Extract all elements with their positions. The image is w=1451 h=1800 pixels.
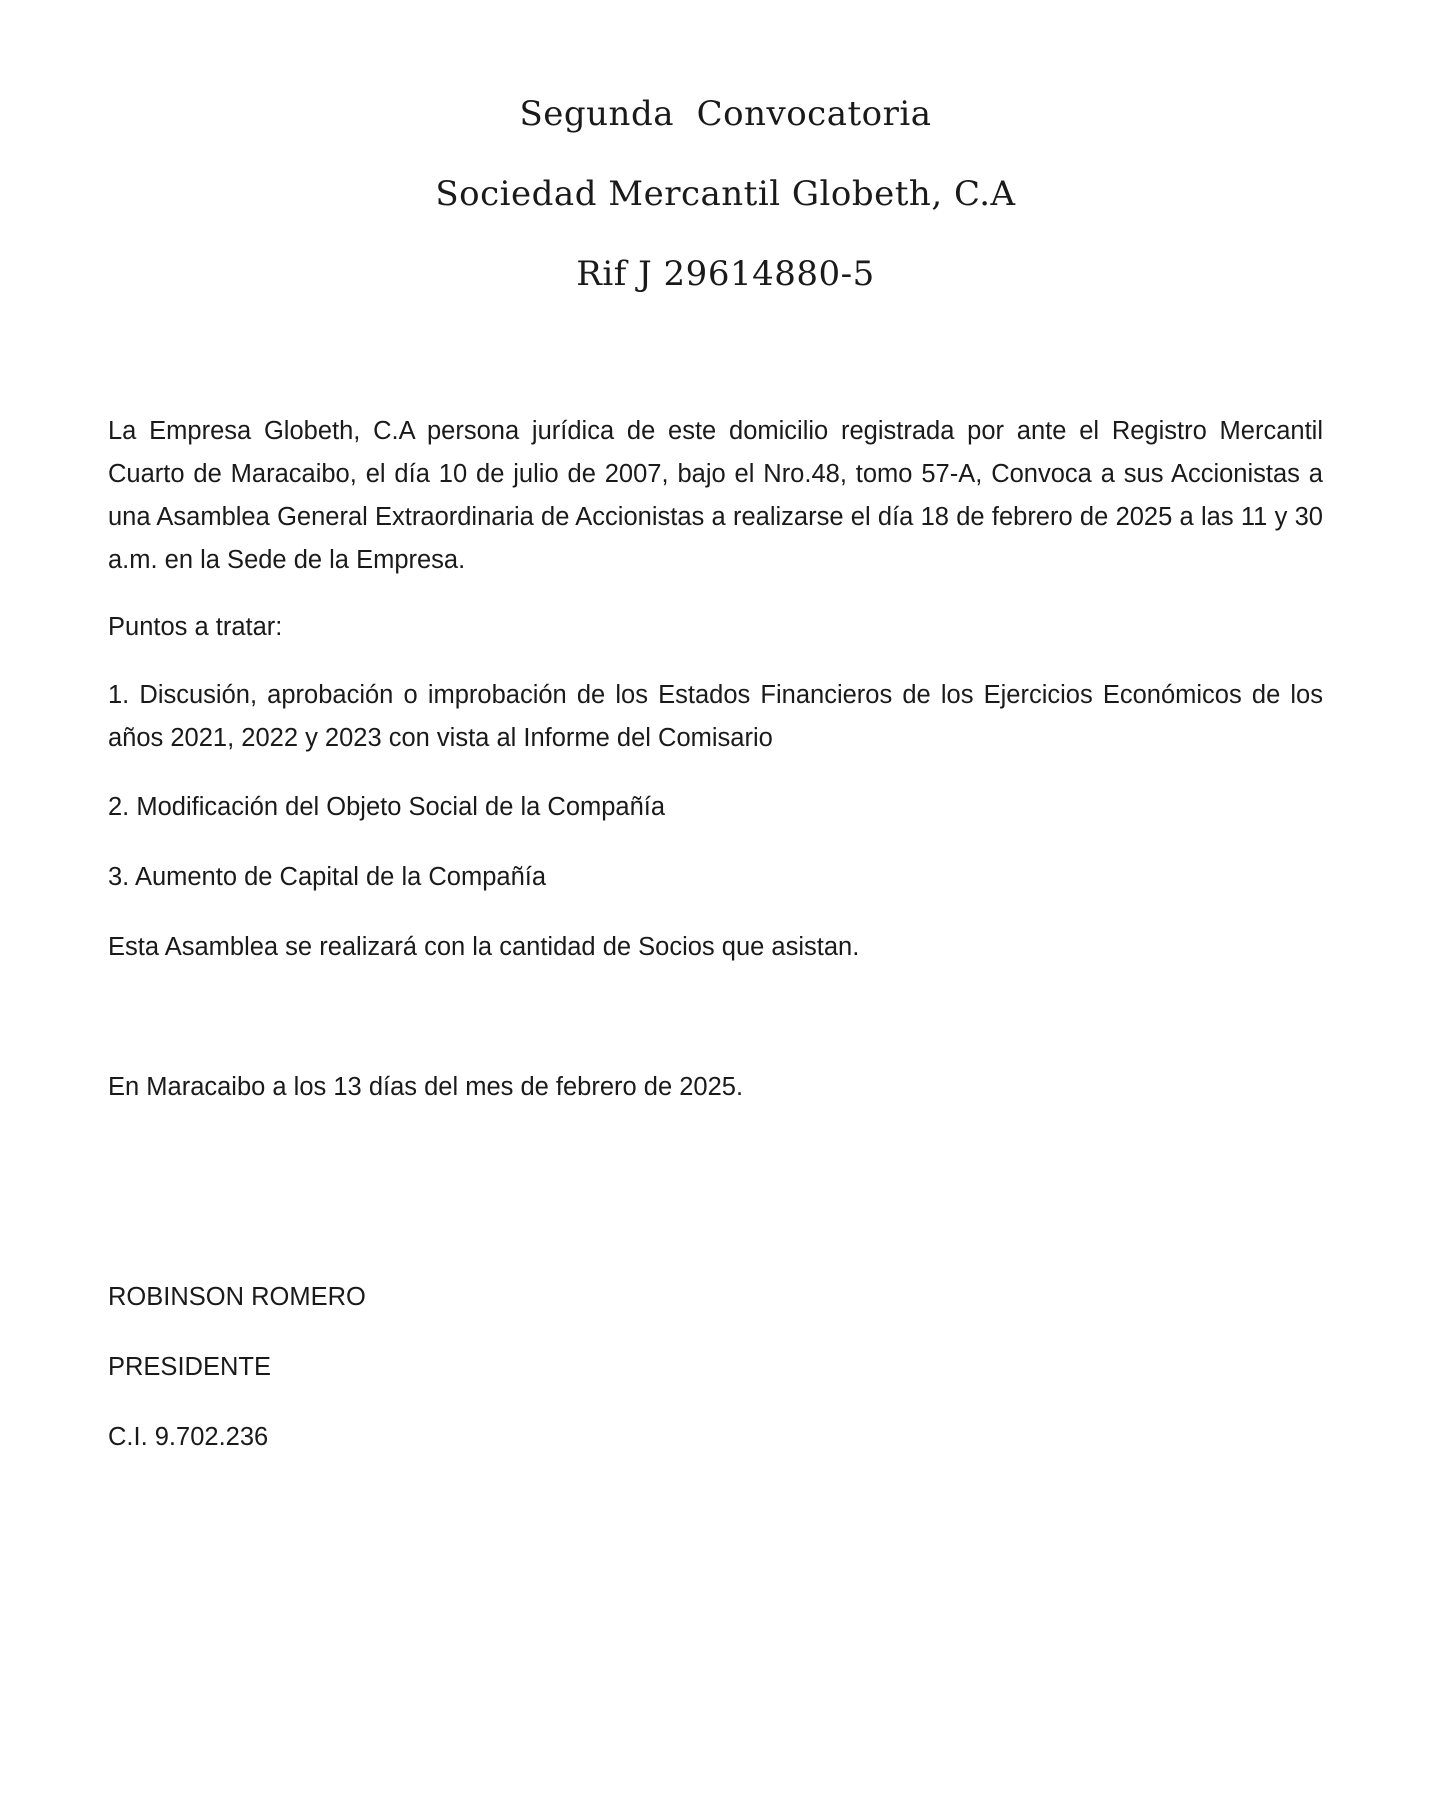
signatory-title: PRESIDENTE: [108, 1353, 271, 1381]
agenda-item-2: 2. Modificación del Objeto Social de la Compañía: [108, 793, 666, 821]
agenda-item-3: 3. Aumento de Capital de la Compañía: [108, 863, 547, 891]
date-line: En Maracaibo a los 13 días del mes de febrero de 2025.: [108, 1073, 744, 1101]
agenda-label: Puntos a tratar:: [108, 613, 283, 641]
heading-title: Segunda Convocatoria: [519, 94, 932, 134]
closing-note: Esta Asamblea se realizará con la cantidad de Socios que asistan.: [108, 933, 860, 961]
intro-paragraph: La Empresa Globeth, C.A persona jurídica de este domicilio registrada por ante el Registro Mercantil Cuarto de Maracaibo, el día 10 de julio de 2007, bajo el Nro.48, tomo 57-A, Convoca a sus Accionistas a una Asamblea General Extraordinaria de Accionistas a realizarse el día 18 de febrero de 2025 a las 11 y 30 a.m. en la Sede de la Empresa.: [108, 417, 1323, 574]
signatory-name: ROBINSON ROMERO: [108, 1283, 366, 1311]
signatory-id: C.I. 9.702.236: [108, 1423, 269, 1451]
heading-rif: Rif J 29614880-5: [576, 254, 875, 294]
heading-company-name: Sociedad Mercantil Globeth, C.A: [435, 174, 1016, 214]
agenda-item-1: 1. Discusión, aprobación o improbación de los Estados Financieros de los Ejercicios Económicos de los años 2021, 2022 y 2023 con vista al Informe del Comisario: [108, 681, 1323, 752]
